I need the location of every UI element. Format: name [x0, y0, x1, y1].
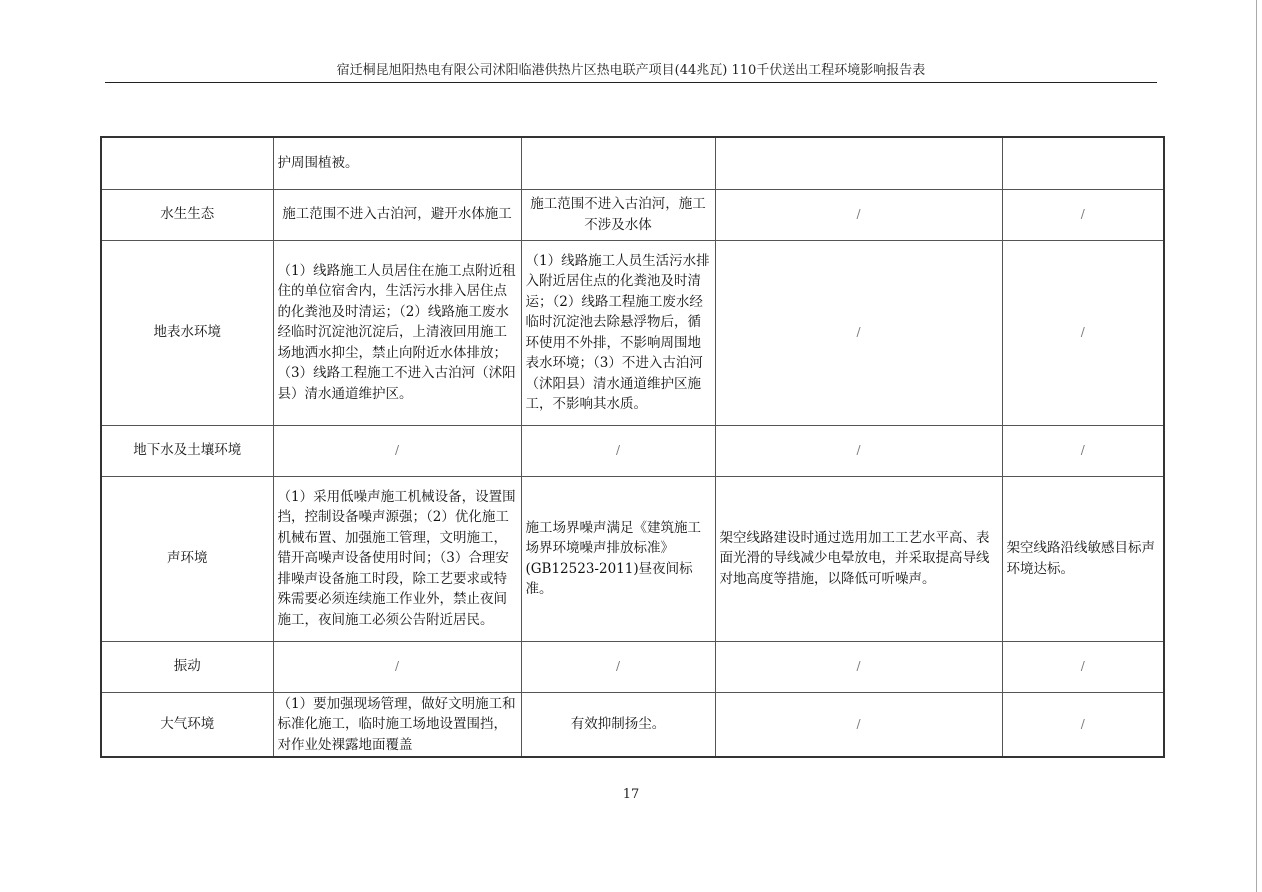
table-cell: /	[1080, 325, 1085, 340]
table-cell: /	[1080, 717, 1085, 731]
table-cell	[715, 137, 1002, 189]
table-cell: /	[394, 659, 400, 674]
page-edge-line	[1256, 0, 1257, 892]
table-cell: /	[856, 443, 861, 458]
table-cell: 架空线路建设时通过选用加工工艺水平高、表面光滑的导线减少电晕放电，并采取提高导线对地高度等措施，以降低可听噪声。	[715, 476, 1002, 641]
table-cell: /	[856, 207, 861, 222]
table-cell	[521, 137, 715, 189]
page-number: 17	[622, 787, 640, 802]
table-cell: /	[1080, 659, 1085, 674]
row-label: 振动	[101, 641, 273, 692]
row-label: 大气环境	[101, 692, 273, 757]
table-cell	[1002, 137, 1164, 189]
table-cell: /	[615, 659, 621, 674]
table-cell: 架空线路沿线敏感目标声环境达标。	[1002, 476, 1164, 641]
row-label: 地下水及土壤环境	[101, 425, 273, 476]
table-row	[101, 425, 1164, 476]
table-row	[101, 189, 1164, 240]
table-cell: （1）线路施工人员居住在施工点附近租住的单位宿舍内，生活污水排入居住点的化粪池及时清运；（2）线路施工废水经临时沉淀池沉淀后，上清液回用施工场地洒水抑尘，禁止向附近水体排放；（3）线路工程施工不进入古泊河（沭阳县）清水通道维护区。	[273, 240, 521, 425]
table-row	[101, 692, 1164, 757]
table-cell: （1）要加强现场管理，做好文明施工和标准化施工，临时施工场地设置围挡，对作业处裸露地面覆盖	[273, 692, 521, 757]
table-cell: /	[1080, 207, 1085, 222]
table-cell: /	[1080, 443, 1085, 458]
row-label	[101, 137, 273, 189]
table-cell: /	[856, 325, 861, 340]
table-row	[101, 476, 1164, 641]
table-cell: 有效抑制扬尘。	[521, 692, 715, 757]
table-cell: /	[856, 717, 861, 731]
table-cell: 护周围植被。	[273, 137, 521, 189]
table-row	[101, 240, 1164, 425]
table-cell: /	[856, 659, 861, 674]
table-cell: （1）线路施工人员生活污水排入附近居住点的化粪池及时清运；（2）线路工程施工废水经临时沉淀池去除悬浮物后，循环使用不外排，不影响周围地表水环境；（3）不进入古泊河（沭阳县）清水通道维护区施工，不影响其水质。	[521, 240, 715, 425]
header-title: 宿迁桐昆旭阳热电有限公司沭阳临港供热片区热电联产项目(44兆瓦) 110千伏送出工程环境影响报告表	[336, 63, 926, 78]
row-label: 水生生态	[101, 189, 273, 240]
table-cell: 施工范围不进入古泊河，施工不涉及水体	[521, 189, 715, 240]
measures-table	[100, 136, 1165, 758]
table-cell: （1）采用低噪声施工机械设备，设置围挡，控制设备噪声源强；（2）优化施工机械布置、加强施工管理，文明施工，错开高噪声设备使用时间；（3）合理安排噪声设备施工时段，除工艺要求或特殊需要必须连续施工作业外，禁止夜间施工，夜间施工必须公告附近居民。	[273, 476, 521, 641]
row-label: 声环境	[101, 476, 273, 641]
table-row	[101, 137, 1164, 189]
table-cell: 施工场界噪声满足《建筑施工场界环境噪声排放标准》(GB12523-2011)昼夜间标准。	[521, 476, 715, 641]
table-cell: 施工范围不进入古泊河，避开水体施工	[273, 189, 521, 240]
table-row	[101, 641, 1164, 692]
row-label: 地表水环境	[101, 240, 273, 425]
table-cell: /	[394, 443, 400, 458]
table-cell: /	[615, 443, 621, 458]
page-header	[105, 60, 1157, 83]
